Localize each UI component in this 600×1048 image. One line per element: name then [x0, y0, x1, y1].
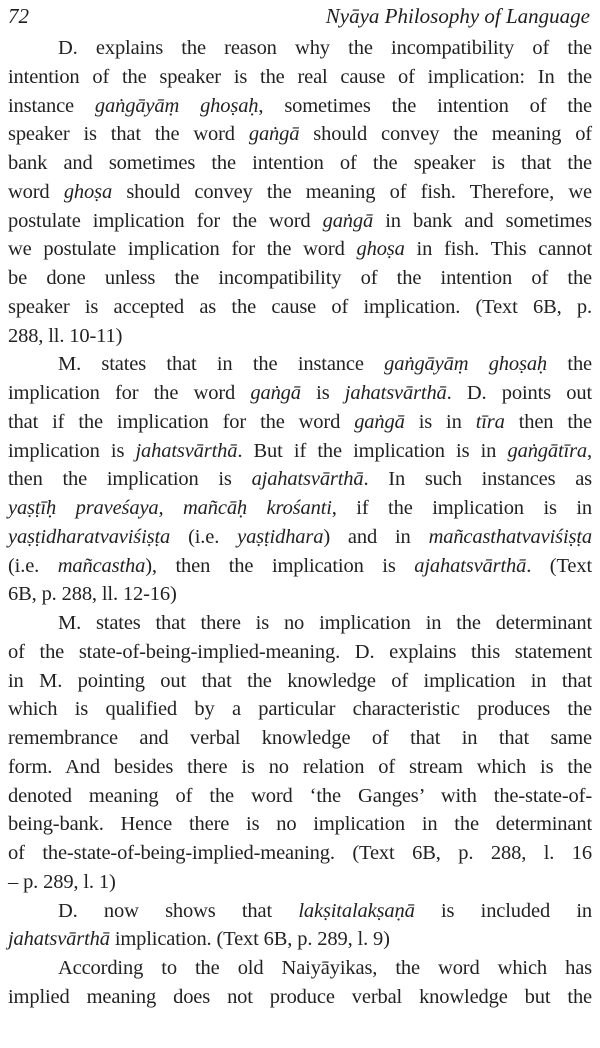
- italic-term: ghoṣa: [356, 238, 405, 261]
- text-segment: . But if the implication is in: [237, 439, 508, 462]
- text-segment: (i.e.: [8, 554, 58, 577]
- text-line: [8, 868, 592, 897]
- text-line: [8, 379, 592, 408]
- text-line: [8, 609, 592, 638]
- text-line: [8, 293, 592, 322]
- text-line: [8, 322, 592, 351]
- text-segment: should convey the meaning of: [299, 123, 592, 146]
- text-line: [8, 235, 592, 264]
- italic-term: ghoṣa: [63, 180, 113, 203]
- italic-term: tīra: [475, 410, 505, 433]
- italic-term: yaṣṭidharatvaviśiṣṭa: [8, 525, 171, 548]
- text-segment: is included in: [414, 899, 592, 922]
- text-segment: – p. 289, l. 1): [8, 870, 116, 893]
- text-segment: we postulate implication for the word: [8, 238, 357, 261]
- text-line: [8, 897, 592, 926]
- text-line: [8, 810, 592, 839]
- text-segment: implied meaning does not produce verbal knowledge but the: [8, 985, 592, 1008]
- text-segment: , if the implication is in: [331, 497, 592, 519]
- text-line: [8, 465, 592, 494]
- italic-term: gaṅgā: [250, 382, 301, 404]
- italic-term: gaṅgā: [248, 123, 300, 146]
- text-segment: D. explains the reason why the incompatibility of the: [58, 37, 592, 59]
- text-segment: which is qualified by a particular characteristic produces the: [8, 698, 592, 721]
- text-segment: , sometimes the intention of the: [258, 94, 592, 117]
- text-line: [8, 437, 592, 466]
- text-segment: in bank and sometimes: [373, 209, 592, 232]
- text-segment: . D. points out: [446, 382, 593, 404]
- italic-term: gaṅgā: [354, 410, 405, 433]
- text-segment: in M. pointing out that the knowledge of implication in that: [8, 669, 592, 692]
- text-line: [8, 92, 592, 121]
- text-line: [8, 120, 592, 149]
- text-segment: then the implication is: [8, 468, 252, 491]
- text-segment: M. states that there is no implication in the determinant: [58, 612, 592, 634]
- running-header: [8, 2, 590, 32]
- italic-term: yaṣṭīḥ praveśaya, mañcāḥ krośanti: [8, 497, 332, 519]
- italic-term: gaṅgā: [322, 209, 374, 232]
- text-line: [8, 63, 592, 92]
- text-line: [8, 983, 592, 1012]
- text-line: [8, 494, 592, 523]
- text-segment: implication is: [8, 439, 136, 462]
- italic-term: yaṣṭidhara: [237, 525, 324, 548]
- text-line: [8, 839, 592, 868]
- text-segment: is: [300, 382, 345, 404]
- text-segment: the: [547, 353, 592, 376]
- text-segment: (i.e.: [170, 525, 238, 548]
- text-segment: D. now shows that: [58, 899, 299, 922]
- text-segment: instance: [8, 94, 95, 117]
- text-segment: M. states that in the instance: [58, 353, 385, 376]
- text-segment: . (Text: [526, 554, 592, 577]
- text-segment: that if the implication for the word: [8, 410, 355, 433]
- text-line: [8, 782, 592, 811]
- italic-term: gaṅgāyāṃ ghoṣaḥ: [94, 94, 259, 117]
- text-segment: form. And besides there is no relation of stream which is the: [8, 755, 592, 778]
- text-segment: intention of the speaker is the real cause of implication: In the: [8, 65, 592, 88]
- text-line: [8, 954, 592, 983]
- italic-term: lakṣitalakṣaṇā: [298, 899, 415, 922]
- text-line: [8, 178, 592, 207]
- italic-term: jahatsvārthā: [344, 382, 447, 404]
- text-segment: 288, ll. 10-11): [8, 324, 123, 347]
- text-segment: word: [8, 180, 64, 203]
- text-segment: then the: [504, 410, 592, 433]
- text-segment: . In such instances as: [363, 468, 592, 491]
- text-segment: speaker is that the word: [8, 123, 249, 146]
- text-segment: of the-state-of-being-implied-meaning. (Text 6B, p. 288, l. 16: [8, 842, 592, 864]
- italic-term: mañcastha: [57, 554, 146, 577]
- text-line: [8, 552, 592, 581]
- italic-term: ajahatsvārthā: [251, 468, 364, 491]
- italic-term: jahatsvārthā: [8, 928, 110, 951]
- text-segment: being-bank. Hence there is no implication in the determinant: [8, 813, 592, 836]
- italic-term: gaṅgātīra: [507, 439, 588, 462]
- text-line: [8, 753, 592, 782]
- text-line: [8, 149, 592, 178]
- running-title: Nyāya Philosophy of Language: [325, 4, 590, 28]
- text-line: [8, 523, 592, 552]
- text-segment: According to the old Naiyāyikas, the word which has: [58, 957, 592, 979]
- text-segment: ) and in: [323, 525, 429, 548]
- text-segment: should convey the meaning of fish. Therefore, we: [112, 180, 592, 203]
- text-line: [8, 34, 592, 63]
- text-line: [8, 925, 592, 954]
- text-line: [8, 264, 592, 293]
- text-line: [8, 695, 592, 724]
- text-segment: speaker is accepted as the cause of implication. (Text 6B, p.: [8, 295, 592, 318]
- text-segment: implication for the word: [8, 382, 251, 404]
- text-segment: bank and sometimes the intention of the speaker is that the: [8, 152, 592, 174]
- text-segment: be done unless the incompatibility of the intention of the: [8, 267, 592, 289]
- text-line: [8, 207, 592, 236]
- text-segment: implication. (Text 6B, p. 289, l. 9): [109, 928, 390, 951]
- text-segment: remembrance and verbal knowledge of that in that same: [8, 727, 592, 749]
- text-line: [8, 408, 592, 437]
- text-segment: 6B, p. 288, ll. 12-16): [8, 583, 177, 606]
- text-line: [8, 724, 592, 753]
- text-segment: denoted meaning of the word ‘the Ganges’ with the-state-of-: [8, 784, 592, 807]
- text-line: [8, 638, 592, 667]
- text-segment: of the state-of-being-implied-meaning. D. explains this statement: [8, 640, 592, 663]
- text-segment: is in: [404, 410, 476, 433]
- text-segment: ), then the implication is: [145, 554, 415, 577]
- italic-term: gaṅgāyāṃ ghoṣaḥ: [384, 353, 548, 376]
- text-line: [8, 580, 592, 609]
- page-number: 72: [8, 4, 29, 28]
- text-line: [8, 667, 592, 696]
- text-segment: postulate implication for the word: [8, 209, 323, 232]
- italic-term: jahatsvārthā: [135, 439, 238, 462]
- text-segment: ,: [587, 439, 593, 462]
- italic-term: mañcasthatvaviśiṣṭa: [428, 525, 592, 548]
- body-text: [8, 34, 592, 1012]
- italic-term: ajahatsvārthā: [414, 554, 527, 577]
- text-segment: in fish. This cannot: [404, 238, 593, 261]
- text-line: [8, 350, 592, 379]
